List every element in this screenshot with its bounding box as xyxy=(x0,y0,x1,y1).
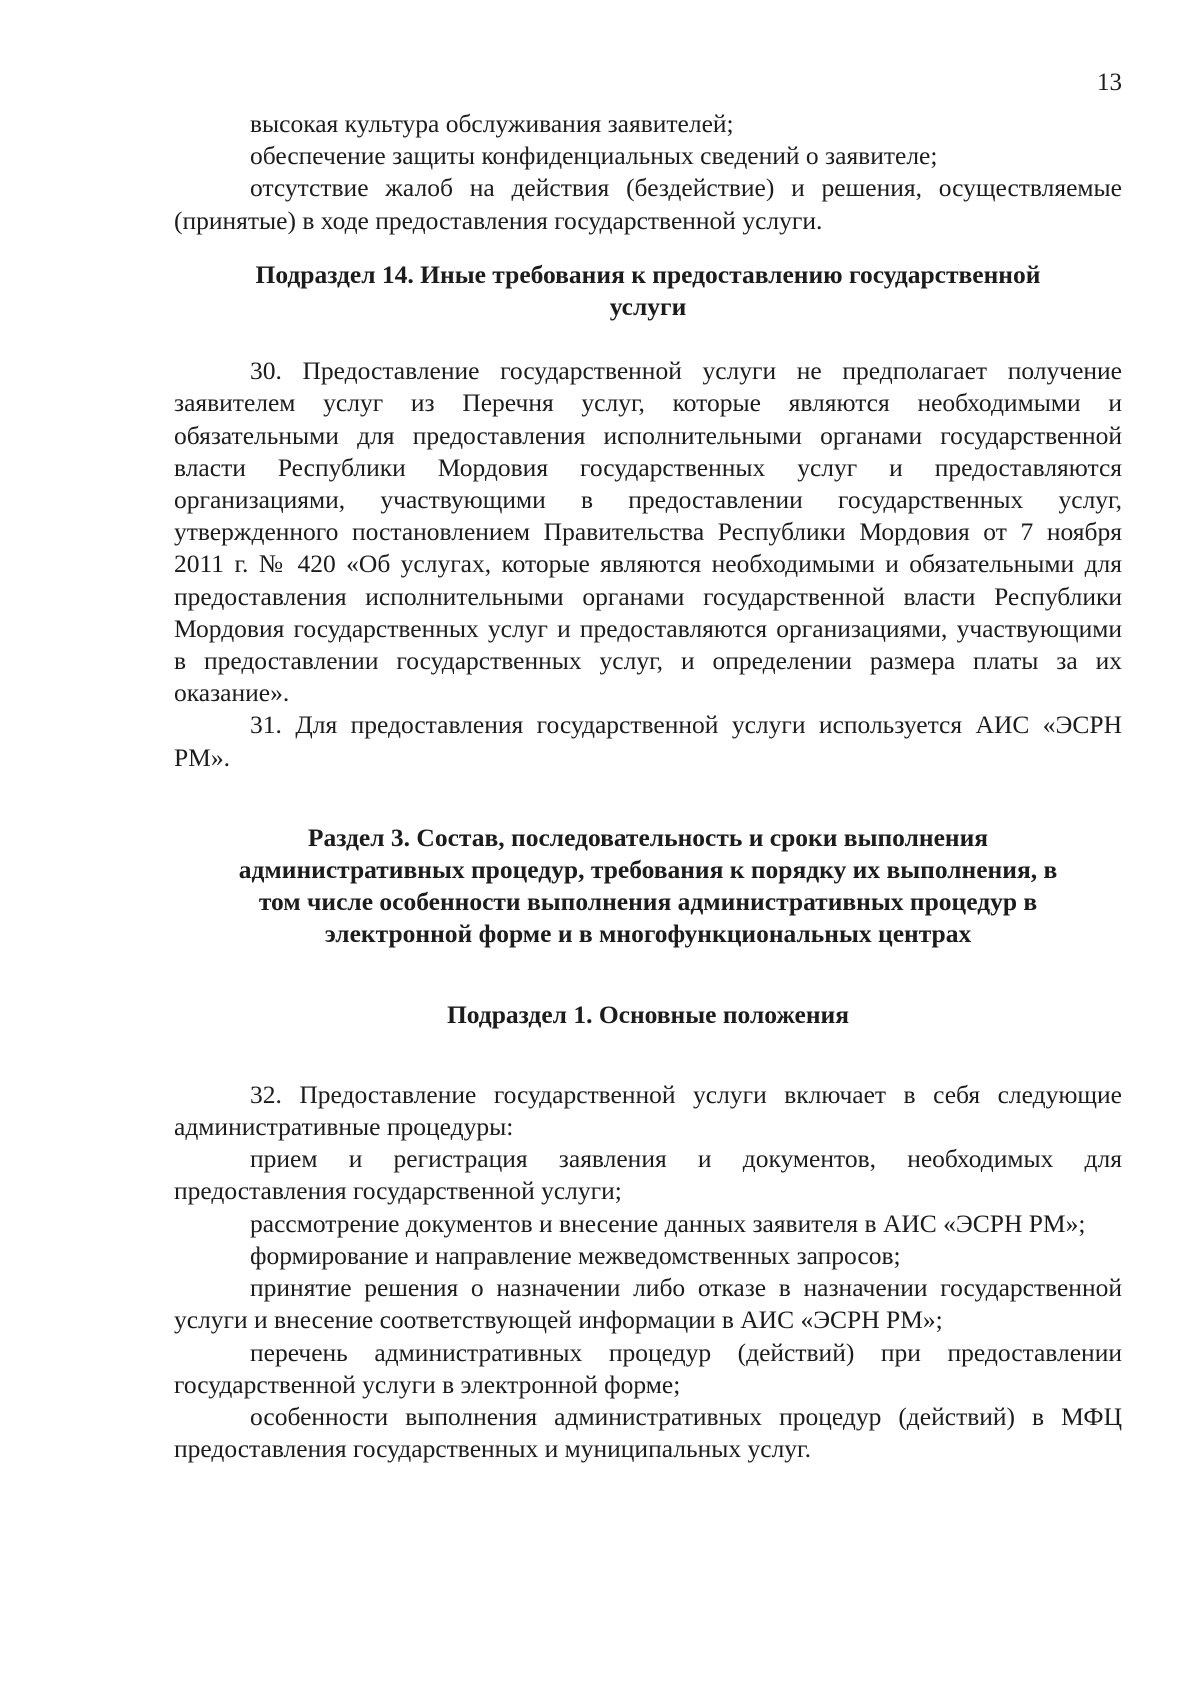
document-body xyxy=(174,108,1122,1465)
procedure-item-mfc: особенности выполнения административных процедур (действий) в МФЦ предоставления государственных и муниципальных услуг. xyxy=(174,1401,1122,1464)
document-page xyxy=(174,0,1122,1697)
procedure-item-electronic: перечень административных процедур (действий) при предоставлении государственной услуги в электронной форме; xyxy=(174,1337,1122,1399)
section-3-heading-line3: том числе особенности выполнения административных процедур в xyxy=(258,887,1038,917)
subsection-1-heading: Подраздел 1. Основные положения xyxy=(446,999,850,1029)
procedure-item-review: рассмотрение документов и внесение данных заявителя в АИС «ЭСРН РМ»; xyxy=(250,1208,1086,1238)
procedure-item-requests: формирование и направление межведомственных запросов; xyxy=(250,1240,901,1270)
paragraph-30: 30. Предоставление государственной услуги не предполагает получение заявителем услуг из Перечня услуг, которые являются необходимыми и обязательными для предоставления исполнительными органами государственной власти Республики Мордовия государственных услуг и предоставляются организациями, участвующими в предоставлении государственных услуг, утвержденного постановлением Правительства Республики Мордовия от 7 ноября 2011 г. № 420 «Об услугах, которые являются необходимыми и обязательными для предоставления исполнительными органами государственной власти Республики Мордовия государственных услуг и предоставляются организациями, участвующими в предоставлении государственных услуг, и определении размера платы за их оказание». xyxy=(174,356,1122,708)
paragraph-31: 31. Для предоставления государственной услуги используется АИС «ЭСРН РМ». xyxy=(174,710,1122,772)
procedure-item-decision: принятие решения о назначении либо отказе в назначении государственной услуги и внесение соответствующей информации в АИС «ЭСРН РМ»; xyxy=(174,1273,1122,1335)
section-3-heading-line4: электронной форме и в многофункциональных центрах xyxy=(324,919,972,949)
paragraph-data-protection: обеспечение защиты конфиденциальных сведений о заявителе; xyxy=(250,141,938,171)
procedure-item-reception: прием и регистрация заявления и документов, необходимых для предоставления государственной услуги; xyxy=(174,1144,1122,1206)
subsection-14-heading-line2: услуги xyxy=(609,292,687,322)
section-3-heading-line1: Раздел 3. Состав, последовательность и сроки выполнения xyxy=(307,822,989,852)
paragraph-service-culture: высокая культура обслуживания заявителей; xyxy=(250,109,734,138)
paragraph-32: 32. Предоставление государственной услуги включает в себя следующие административные процедуры: xyxy=(174,1079,1122,1142)
paragraph-no-complaints: отсутствие жалоб на действия (бездействие) и решения, осуществляемые (принятые) в ходе предоставления государственной услуги. xyxy=(174,173,1122,235)
subsection-14-heading xyxy=(174,259,1122,323)
page-number: 13 xyxy=(1097,69,1122,96)
section-3-heading xyxy=(174,822,1122,951)
subsection-14-heading-line1: Подраздел 14. Иные требования к предоставлению государственной xyxy=(255,259,1041,289)
section-3-heading-line2: административных процедур, требования к порядку их выполнения, в xyxy=(238,855,1058,885)
